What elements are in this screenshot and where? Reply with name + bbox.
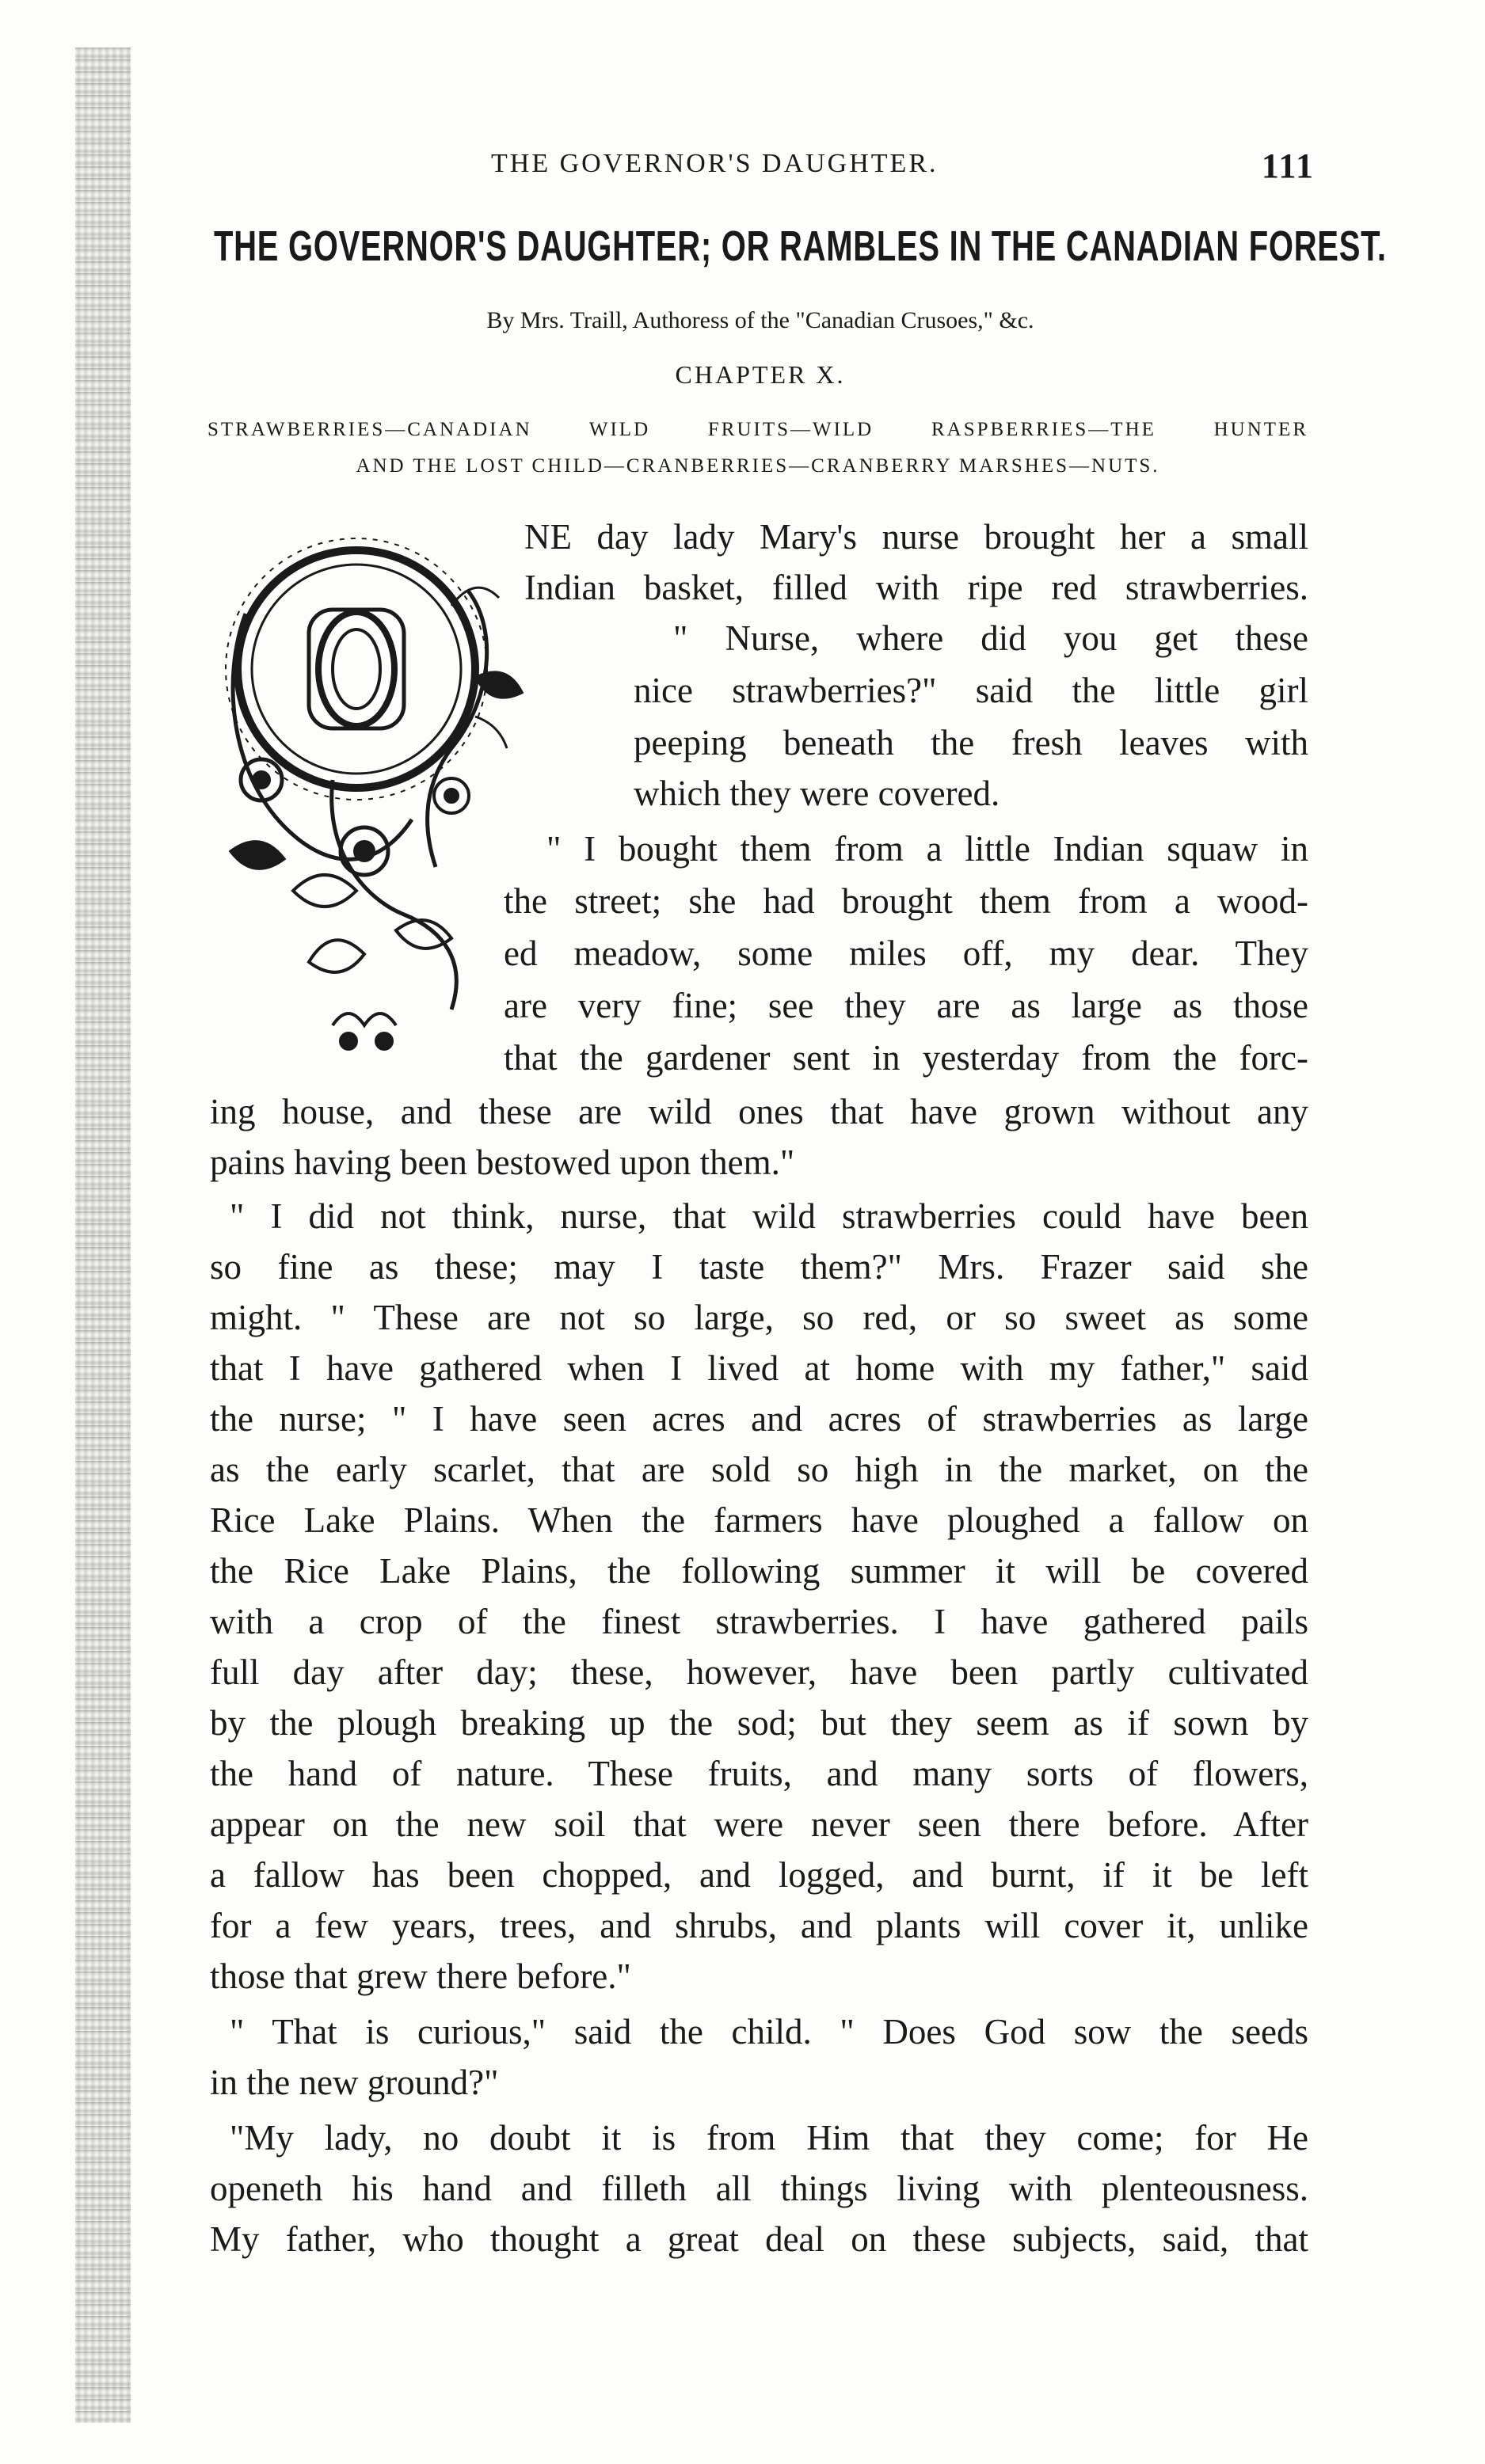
text-line: for a few years, trees, and shrubs, and plants will cover it, unlike <box>210 1906 1308 1945</box>
chapter-summary-line: AND THE LOST CHILD—CRANBERRIES—CRANBERRY MARSHES—NUTS. <box>356 455 1160 477</box>
byline: By Mrs. Traill, Authoress of the "Canadian Crusoes," &c. <box>486 307 1034 333</box>
text-line: in the new ground?" <box>210 2063 499 2102</box>
running-head-title: THE GOVERNOR'S DAUGHTER. <box>491 149 939 178</box>
text-line: ed meadow, some miles off, my dear. They <box>504 934 1308 973</box>
text-line: the nurse; " I have seen acres and acres of strawberries as large <box>210 1399 1308 1439</box>
text-line: " Nurse, where did you get these <box>673 618 1308 658</box>
text-line: Indian basket, filled with ripe red strawberries. <box>524 568 1308 607</box>
text-line: might. " These are not so large, so red, or so sweet as some <box>210 1298 1308 1337</box>
text-line: pains having been bestowed upon them." <box>210 1143 795 1182</box>
text-line: are very fine; see they are as large as those <box>504 986 1308 1025</box>
chapter-heading: CHAPTER X. <box>675 360 846 389</box>
text-line: peeping beneath the fresh leaves with <box>634 723 1308 762</box>
text-line: " I did not think, nurse, that wild strawberries could have been <box>230 1196 1308 1236</box>
text-line: a fallow has been chopped, and logged, and burnt, if it be left <box>210 1855 1308 1895</box>
torn-binding-edge <box>75 48 131 2423</box>
text-line: My father, who thought a great deal on these subjects, said, that <box>210 2219 1308 2259</box>
text-line: appear on the new soil that were never seen there before. After <box>210 1804 1308 1844</box>
text-line: with a crop of the finest strawberries. I have gathered pails <box>210 1602 1308 1641</box>
text-line: the street; she had brought them from a wood- <box>504 881 1308 921</box>
text-line: NE day lady Mary's nurse brought her a small <box>524 517 1308 557</box>
text-line: Rice Lake Plains. When the farmers have ploughed a fallow on <box>210 1500 1308 1540</box>
running-head <box>206 146 1315 196</box>
text-line: " That is curious," said the child. " Does God sow the seeds <box>230 2012 1308 2051</box>
text-line: full day after day; these, however, have been partly cultivated <box>210 1652 1308 1692</box>
text-line: which they were covered. <box>634 774 1000 813</box>
chapter-summary-line: STRAWBERRIES—CANADIAN WILD FRUITS—WILD RASPBERRIES—THE HUNTER <box>208 419 1308 440</box>
text-line: by the plough breaking up the sod; but they seem as if sown by <box>210 1703 1308 1743</box>
text-line: as the early scarlet, that are sold so high in the market, on the <box>210 1450 1308 1489</box>
text-line: openeth his hand and filleth all things living with plenteousness. <box>210 2169 1308 2208</box>
text-line: the Rice Lake Plains, the following summer it will be covered <box>210 1551 1308 1591</box>
text-line: that I have gathered when I lived at home with my father," said <box>210 1348 1308 1388</box>
ornamental-floral-initial-icon <box>214 519 546 1089</box>
text-line: "My lady, no doubt it is from Him that they come; for He <box>230 2118 1308 2158</box>
page-number: 111 <box>1261 146 1315 185</box>
chapter-summary <box>208 412 1308 485</box>
text-line: ing house, and these are wild ones that have grown without any <box>210 1092 1308 1131</box>
text-line: so fine as these; may I taste them?" Mrs. Frazer said she <box>210 1247 1308 1287</box>
text-line: " I bought them from a little Indian squaw in <box>546 829 1308 869</box>
text-line: nice strawberries?" said the little girl <box>634 671 1308 710</box>
text-line: those that grew there before." <box>210 1956 631 1996</box>
text-line: the hand of nature. These fruits, and many sorts of flowers, <box>210 1754 1308 1793</box>
text-line: that the gardener sent in yesterday from the forc- <box>504 1038 1308 1078</box>
article-title: THE GOVERNOR'S DAUGHTER; OR RAMBLES IN THE CANADIAN FOREST. <box>214 222 1387 270</box>
